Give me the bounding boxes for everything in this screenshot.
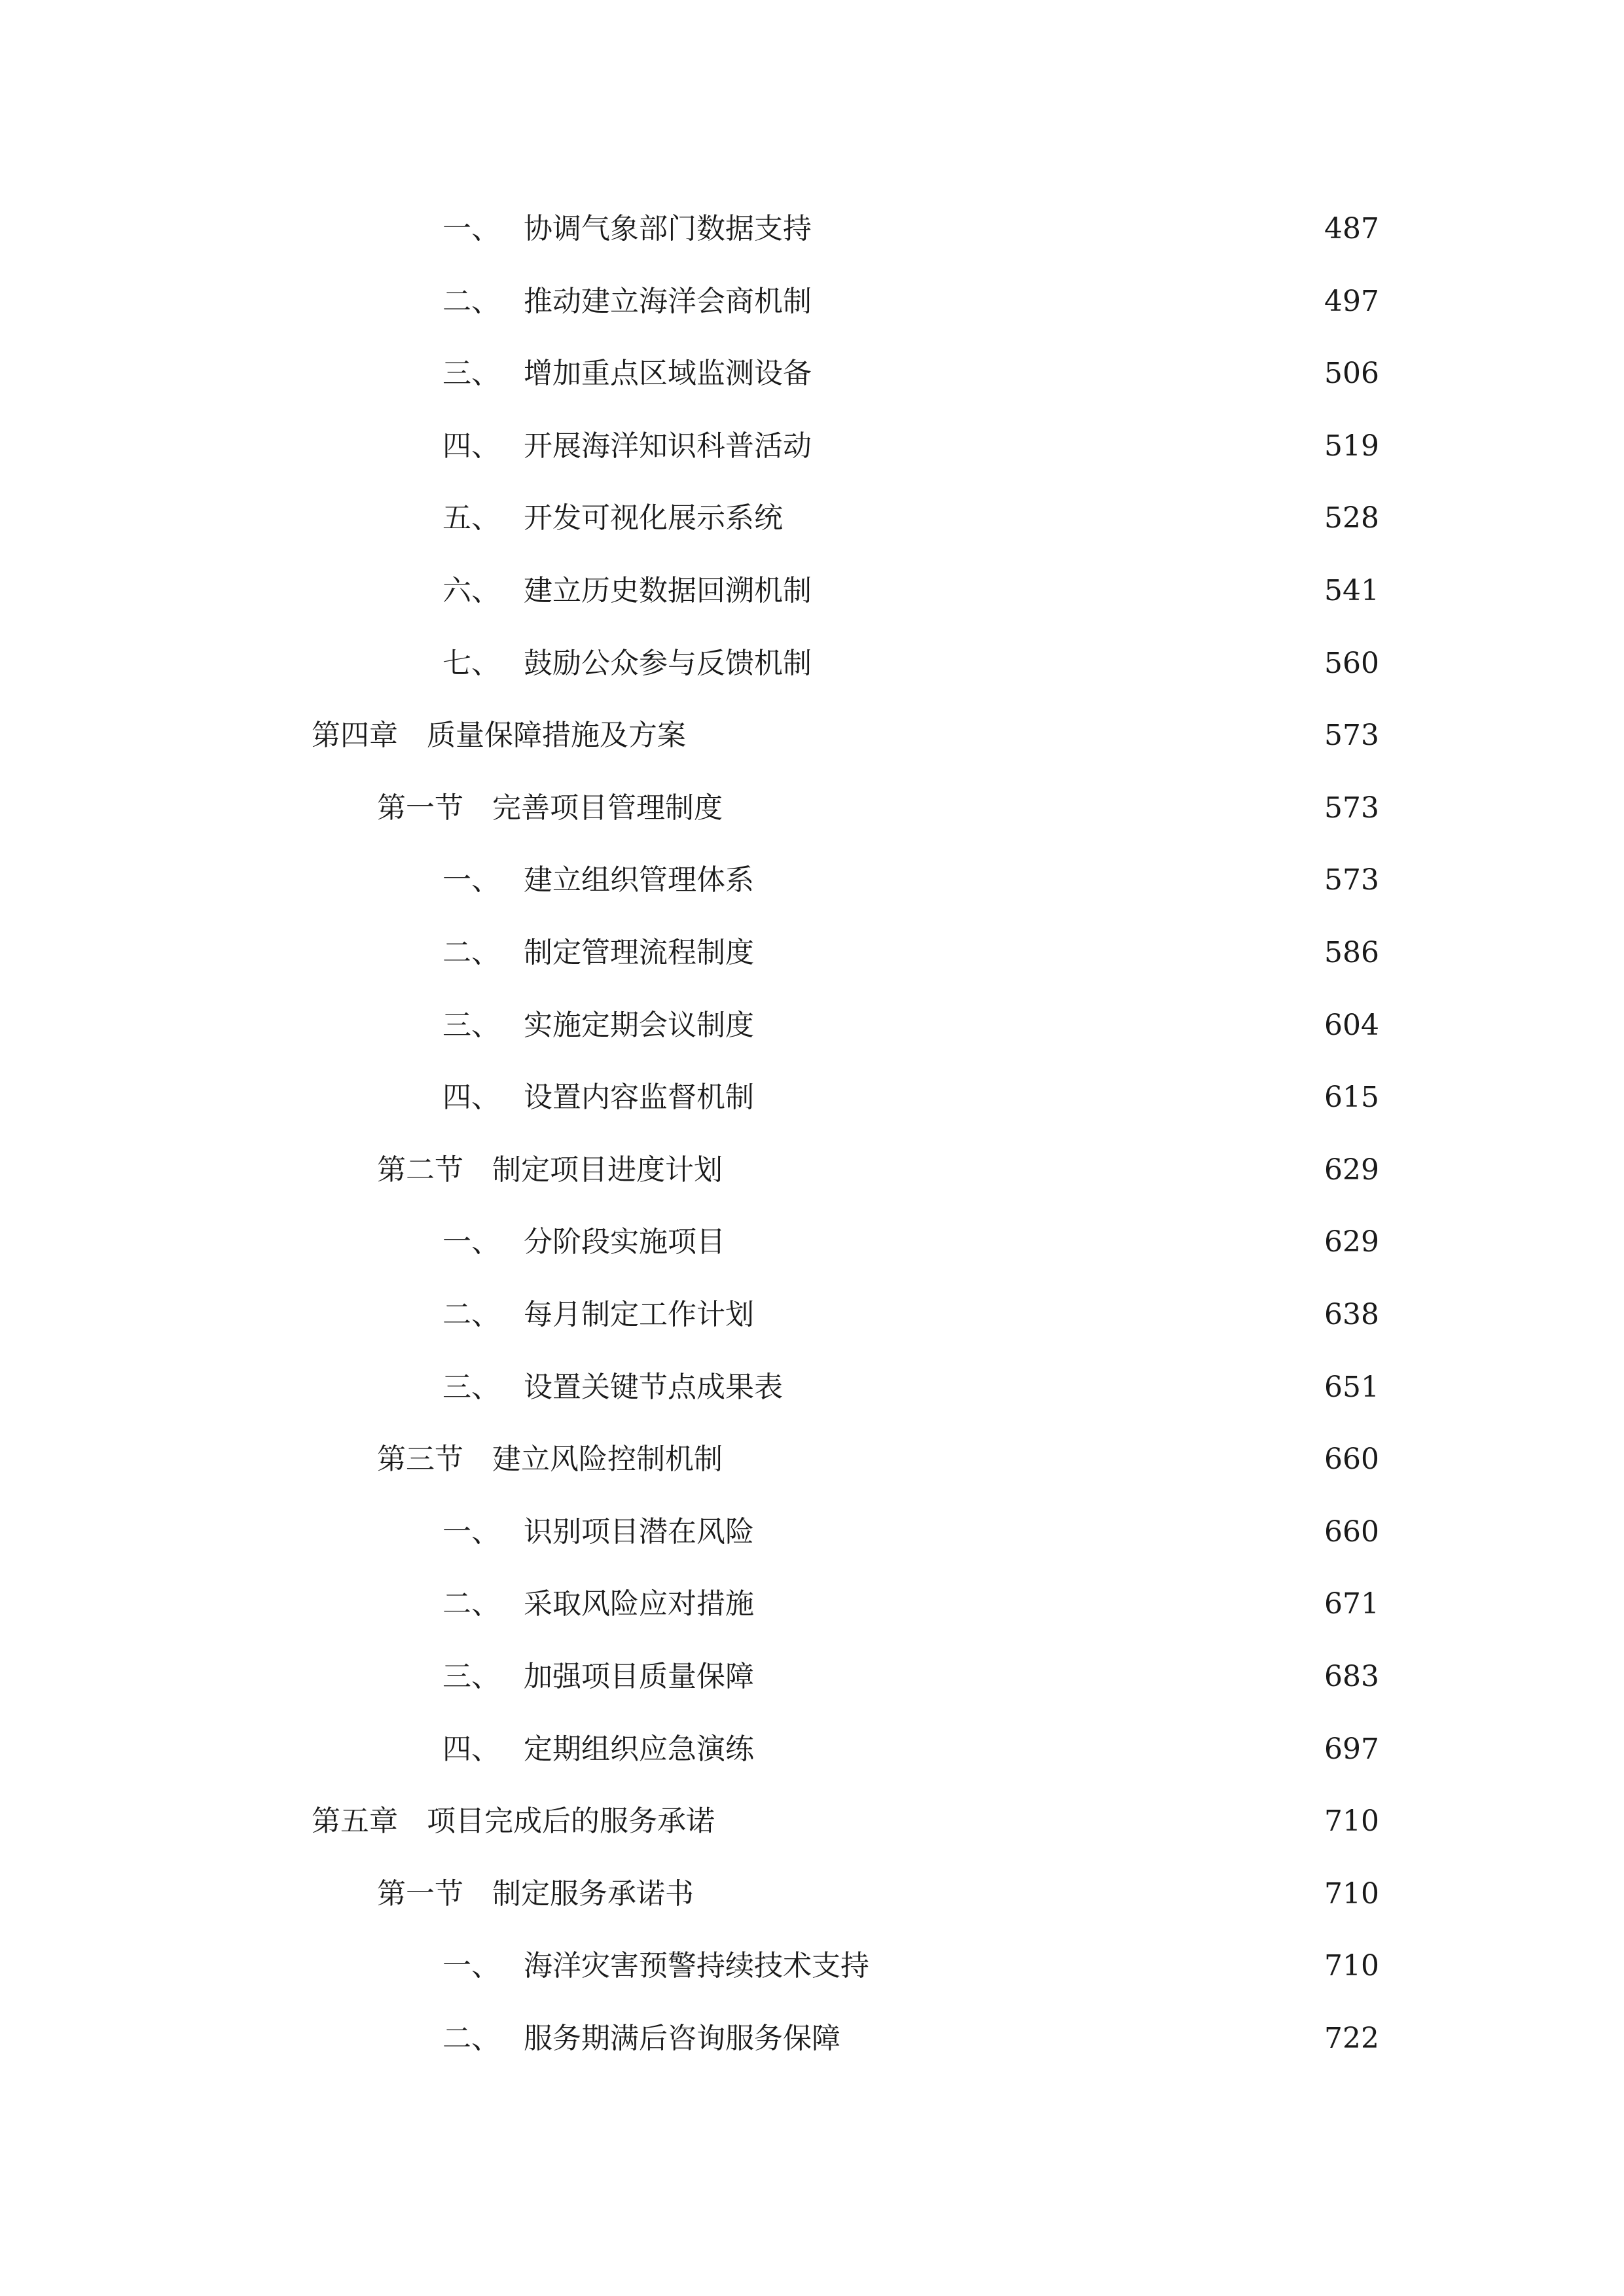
toc-entry-item[interactable]: [0, 1361, 1624, 1414]
dot-leader: [723, 1795, 1310, 1848]
toc-entry-label: [442, 1071, 754, 1124]
toc-entry-number: 一、: [442, 1949, 500, 1983]
toc-page-number: 586: [1324, 936, 1379, 969]
dot-leader: [820, 276, 1310, 328]
toc-entry-item[interactable]: [0, 854, 1624, 906]
toc-entry-label: [442, 348, 812, 400]
toc-entry-label: [442, 1723, 754, 1776]
toc-entry-title: 鼓励公众参与反馈机制: [524, 646, 812, 680]
toc-page-number: 629: [1324, 1153, 1379, 1187]
toc-page-number: 615: [1324, 1081, 1379, 1115]
toc-entry-item[interactable]: [0, 1216, 1624, 1268]
toc-entry-label: [442, 637, 812, 690]
toc-entry-title: 制定管理流程制度: [524, 936, 754, 969]
toc-entry-title: 建立组织管理体系: [524, 863, 754, 897]
dot-leader: [877, 1940, 1310, 1992]
toc-entry-title: 实施定期会议制度: [524, 1008, 754, 1042]
toc-entry-section[interactable]: [0, 1433, 1624, 1486]
toc-page-number: 541: [1324, 574, 1379, 607]
toc-entry-item[interactable]: [0, 1723, 1624, 1776]
toc-entry-number: 三、: [442, 1370, 500, 1404]
toc-entry-label: [442, 999, 754, 1052]
toc-entry-label: [442, 1506, 754, 1558]
toc-entry-number: 第一节: [377, 1876, 463, 1910]
toc-entry-title: 每月制定工作计划: [524, 1298, 754, 1331]
toc-page-number: 573: [1324, 791, 1379, 825]
toc-page-number: 671: [1324, 1587, 1379, 1621]
toc-entry-item[interactable]: [0, 1940, 1624, 1992]
toc-entry-label: [442, 1361, 783, 1414]
toc-page-number: 528: [1324, 501, 1379, 535]
toc-entry-title: 协调气象部门数据支持: [524, 212, 812, 245]
toc-entry-item[interactable]: [0, 927, 1624, 979]
toc-entry-number: 第三节: [377, 1443, 463, 1477]
toc-entry-label: [442, 1651, 754, 1703]
dot-leader: [820, 348, 1310, 400]
toc-entry-title: 质量保障措施及方案: [427, 719, 686, 753]
toc-page-number: 710: [1324, 1949, 1379, 1983]
dot-leader: [820, 637, 1310, 690]
toc-page-number: 660: [1324, 1443, 1379, 1477]
toc-entry-title: 加强项目质量保障: [524, 1660, 754, 1693]
dot-leader: [762, 999, 1310, 1052]
dot-leader: [820, 420, 1310, 473]
toc-entry-label: [377, 1144, 723, 1196]
toc-entry-label: [442, 203, 812, 255]
toc-entry-title: 建立风险控制机制: [492, 1443, 723, 1477]
toc-entry-label: [442, 1216, 725, 1268]
toc-entry-label: [442, 276, 812, 328]
dot-leader: [731, 782, 1310, 834]
toc-entry-label: [442, 1289, 754, 1341]
toc-entry-number: 第二节: [377, 1153, 463, 1187]
toc-entry-title: 识别项目潜在风险: [524, 1515, 754, 1549]
toc-entry-label: [312, 709, 686, 762]
toc-page-number: 487: [1324, 212, 1379, 245]
toc-entry-chapter[interactable]: [0, 709, 1624, 762]
toc-entry-title: 增加重点区域监测设备: [524, 357, 812, 391]
toc-entry-label: [442, 565, 812, 617]
toc-page-number: 506: [1324, 357, 1379, 391]
dot-leader: [762, 854, 1310, 906]
toc-entry-number: 三、: [442, 1660, 500, 1693]
toc-entry-title: 推动建立海洋会商机制: [524, 284, 812, 318]
toc-entry-number: 一、: [442, 1515, 500, 1549]
toc-entry-item[interactable]: [0, 203, 1624, 255]
dot-leader: [820, 565, 1310, 617]
toc-entry-item[interactable]: [0, 1289, 1624, 1341]
toc-entry-label: [377, 1433, 723, 1486]
toc-page-number: 638: [1324, 1298, 1379, 1331]
toc-entry-title: 海洋灾害预警持续技术支持: [524, 1949, 869, 1983]
toc-page-number: 722: [1324, 2022, 1379, 2055]
toc-entry-number: 第五章: [312, 1804, 398, 1839]
toc-page-number: 629: [1324, 1225, 1379, 1259]
toc-page-number: 573: [1324, 719, 1379, 753]
dot-leader: [762, 1506, 1310, 1558]
toc-entry-label: [377, 782, 723, 834]
toc-entry-label: [442, 492, 783, 545]
toc-entry-number: 一、: [442, 863, 500, 897]
toc-entry-chapter[interactable]: [0, 1795, 1624, 1848]
toc-page-number: 573: [1324, 863, 1379, 897]
toc-entry-item[interactable]: [0, 1578, 1624, 1630]
toc-entry-section[interactable]: [0, 1868, 1624, 1920]
toc-entry-number: 四、: [442, 1081, 500, 1115]
toc-entry-number: 二、: [442, 1587, 500, 1621]
toc-entry-item[interactable]: [0, 492, 1624, 545]
toc-entry-title: 项目完成后的服务承诺: [427, 1804, 715, 1839]
toc-page-number: 660: [1324, 1515, 1379, 1549]
toc-page-number: 710: [1324, 1876, 1379, 1910]
toc-entry-title: 设置内容监督机制: [524, 1081, 754, 1115]
toc-page-number: 697: [1324, 1732, 1379, 1766]
toc-entry-label: [442, 854, 754, 906]
toc-entry-label: [442, 927, 754, 979]
toc-entry-item[interactable]: [0, 1071, 1624, 1124]
toc-entry-section[interactable]: [0, 782, 1624, 834]
toc-entry-item[interactable]: [0, 420, 1624, 473]
dot-leader: [762, 1071, 1310, 1124]
toc-page-number: 497: [1324, 284, 1379, 318]
toc-page-number: 683: [1324, 1660, 1379, 1693]
toc-entry-label: [312, 1795, 715, 1848]
toc-entry-item[interactable]: [0, 999, 1624, 1052]
toc-entry-number: 二、: [442, 2022, 500, 2055]
toc-entry-title: 采取风险应对措施: [524, 1587, 754, 1621]
toc-entry-number: 三、: [442, 357, 500, 391]
dot-leader: [762, 1578, 1310, 1630]
dot-leader: [762, 927, 1310, 979]
toc-entry-title: 完善项目管理制度: [492, 791, 723, 825]
toc-entry-item[interactable]: [0, 2013, 1624, 2065]
toc-page-number: 651: [1324, 1370, 1379, 1404]
toc-entry-label: [442, 2013, 840, 2065]
dot-leader: [762, 1723, 1310, 1776]
toc-entry-title: 分阶段实施项目: [524, 1225, 725, 1259]
dot-leader: [702, 1868, 1310, 1920]
toc-entry-title: 开展海洋知识科普活动: [524, 429, 812, 463]
toc-entry-title: 建立历史数据回溯机制: [524, 574, 812, 607]
toc-entry-item[interactable]: [0, 276, 1624, 328]
dot-leader: [848, 2013, 1310, 2065]
toc-entry-title: 开发可视化展示系统: [524, 501, 783, 535]
toc-entry-title: 制定服务承诺书: [492, 1876, 694, 1910]
toc-entry-number: 第一节: [377, 791, 463, 825]
toc-entry-number: 五、: [442, 501, 500, 535]
toc-entry-label: [442, 1578, 754, 1630]
toc-entry-item[interactable]: [0, 1506, 1624, 1558]
dot-leader: [791, 492, 1310, 545]
toc-entry-number: 一、: [442, 212, 500, 245]
toc-entry-item[interactable]: [0, 348, 1624, 400]
toc-entry-number: 第四章: [312, 719, 398, 753]
toc-entry-number: 六、: [442, 574, 500, 607]
toc-page-number: 710: [1324, 1804, 1379, 1839]
toc-entry-title: 定期组织应急演练: [524, 1732, 754, 1766]
toc-entry-item[interactable]: [0, 637, 1624, 690]
dot-leader: [731, 1433, 1310, 1486]
toc-entry-number: 四、: [442, 1732, 500, 1766]
toc-entry-label: [442, 420, 812, 473]
toc-entry-number: 四、: [442, 429, 500, 463]
toc-entry-number: 七、: [442, 646, 500, 680]
dot-leader: [791, 1361, 1310, 1414]
toc-entry-label: [442, 1940, 869, 1992]
dot-leader: [762, 1651, 1310, 1703]
dot-leader: [762, 1289, 1310, 1341]
dot-leader: [733, 1216, 1310, 1268]
toc-entry-label: [377, 1868, 694, 1920]
toc-entry-item[interactable]: [0, 1651, 1624, 1703]
toc-entry-item[interactable]: [0, 565, 1624, 617]
toc-entry-title: 设置关键节点成果表: [524, 1370, 783, 1404]
toc-page-number: 519: [1324, 429, 1379, 463]
dot-leader: [694, 709, 1310, 762]
toc-entry-number: 二、: [442, 936, 500, 969]
toc-page-number: 604: [1324, 1008, 1379, 1042]
dot-leader: [731, 1144, 1310, 1196]
toc-entry-number: 三、: [442, 1008, 500, 1042]
toc-page-number: 560: [1324, 646, 1379, 680]
dot-leader: [820, 203, 1310, 255]
toc-entry-section[interactable]: [0, 1144, 1624, 1196]
toc-entry-title: 制定项目进度计划: [492, 1153, 723, 1187]
toc-entry-number: 二、: [442, 1298, 500, 1331]
toc-entry-title: 服务期满后咨询服务保障: [524, 2022, 840, 2055]
toc-entry-number: 二、: [442, 284, 500, 318]
toc-entry-number: 一、: [442, 1225, 500, 1259]
